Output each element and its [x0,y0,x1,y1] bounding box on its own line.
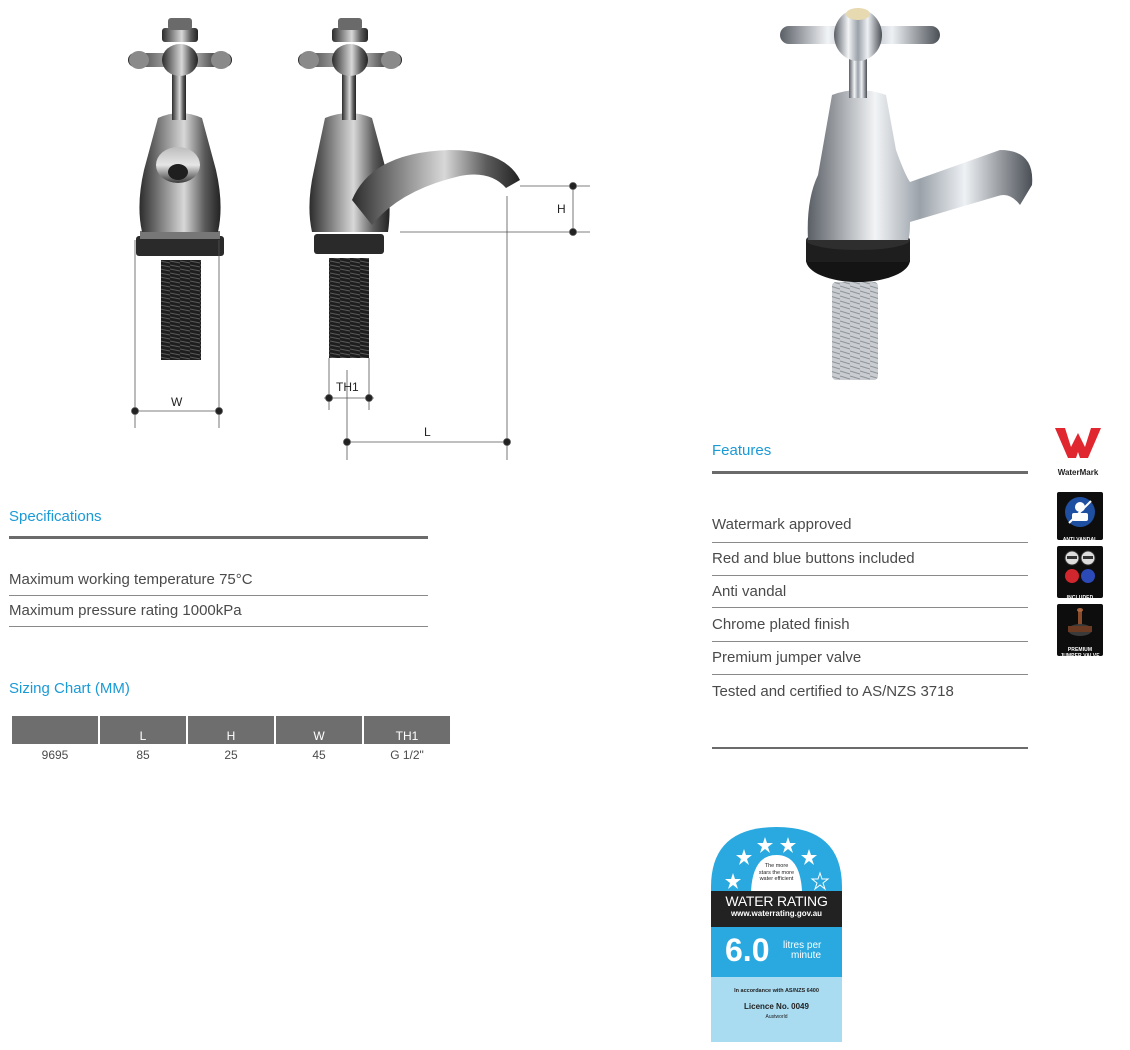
jumper-valve-badge [1057,604,1103,659]
water-rating-heading-block [711,891,842,927]
spec-item: Maximum working temperature 75°C [9,571,253,588]
features-bottom-rule [712,747,1028,749]
sizing-table [10,716,452,763]
watermark-label: WaterMark [1057,468,1099,477]
water-rating-label [711,827,842,1042]
tap-side-view [298,18,520,358]
water-rating-tagline [751,863,802,883]
feature-item: Chrome plated finish [712,616,850,633]
tap-front-view [128,18,232,360]
unit-line-1: litres per [783,940,822,951]
specifications-title: Specifications [9,508,102,525]
feature-item: Red and blue buttons included [712,550,915,567]
tagline-line-2: stars the more [758,869,795,876]
water-rating-standard: In accordance with AS/NZS 6400 [734,988,819,994]
feature-item: Premium jumper valve [712,649,862,666]
water-rating-value: 6.0 [725,932,770,968]
buttons-icon [1057,546,1103,590]
anti-vandal-badge [1057,492,1103,543]
buttons-included-label: INCLUDED [1066,595,1094,601]
feature-divider [712,575,1028,576]
tagline-line-3: water efficient [759,876,794,882]
sizing-header-row [12,716,450,744]
table-row [12,744,450,763]
jumper-valve-icon [1057,604,1103,642]
sizing-cell-h: 25 [224,748,238,762]
feature-divider [712,641,1028,642]
water-rating-company: Austworld [765,1014,788,1020]
dim-th1-label: TH1 [336,380,359,394]
water-rating-unit [783,941,821,961]
watermark-logo [1052,425,1104,477]
feature-item: Watermark approved [712,516,852,533]
sizing-header-model [12,716,98,744]
feature-divider [712,607,1028,608]
water-rating-licence: Licence No. 0049 [744,1002,809,1011]
spec-divider [9,595,428,596]
spec-item: Maximum pressure rating 1000kPa [9,602,242,619]
tagline-line-1: The more [764,863,789,869]
water-rating-value-block [711,927,842,977]
features-title: Features [712,442,772,459]
features-rule [712,471,1028,474]
water-rating-footer [711,977,842,1042]
dim-w-label: W [171,395,183,409]
feature-divider [712,674,1028,675]
spec-divider [9,626,428,627]
buttons-included-badge [1057,546,1103,601]
sizing-header-th1: TH1 [364,716,450,744]
specifications-rule [9,536,428,539]
dim-l-label: L [424,425,431,439]
jumper-valve-label-2: JUMPER VALVE [1060,653,1100,659]
sizing-header-h: H [188,716,274,744]
anti-vandal-icon [1057,492,1103,532]
sizing-header-w: W [276,716,362,744]
feature-item: Anti vandal [712,583,787,600]
anti-vandal-label: ANTI VANDAL [1062,537,1098,543]
sizing-cell-model: 9695 [41,748,69,762]
sizing-cell-w: 45 [312,748,326,762]
feature-item: Tested and certified to AS/NZS 3718 [712,683,954,700]
water-rating-url: www.waterrating.gov.au [730,909,823,918]
sizing-cell-th1: G 1/2" [390,748,424,762]
feature-divider [712,542,1028,543]
sizing-cell-l: 85 [136,748,150,762]
technical-drawing [0,0,620,470]
sizing-header-l: L [100,716,186,744]
unit-line-2: minute [791,950,822,961]
watermark-icon [1052,425,1104,461]
jumper-valve-label-1: PREMIUM [1067,647,1093,653]
dim-h-label: H [557,202,566,216]
product-photo [770,0,1050,390]
water-rating-heading: WATER RATING [725,893,828,909]
sizing-chart-title: Sizing Chart (MM) [9,680,130,697]
